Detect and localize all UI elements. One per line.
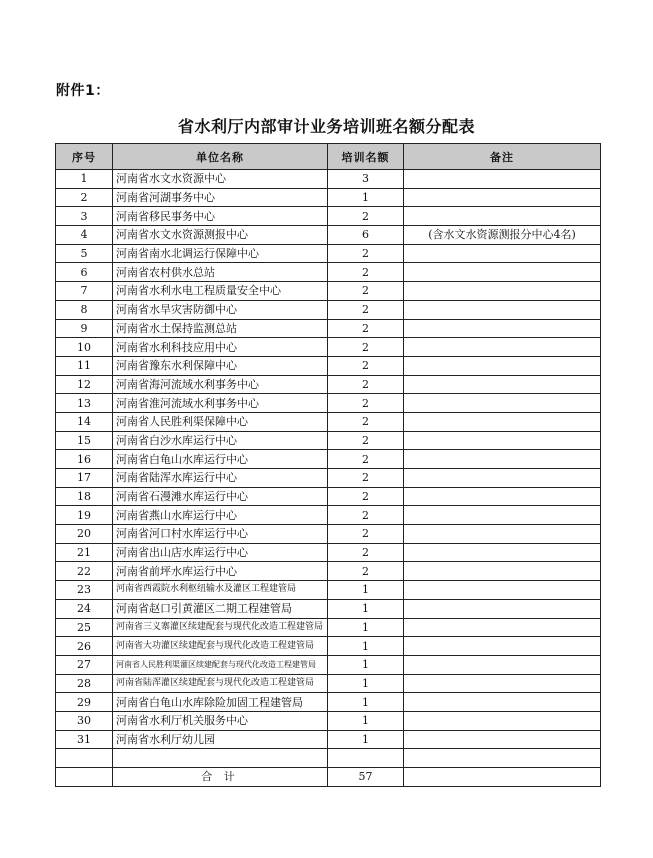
row-unit-name: 河南省白龟山水库运行中心 xyxy=(113,450,328,469)
table-row xyxy=(56,356,601,375)
row-unit-name: 河南省水文水资源中心 xyxy=(113,170,328,189)
table-row xyxy=(56,450,601,469)
table-row xyxy=(56,562,601,581)
row-quota: 2 xyxy=(328,487,404,506)
row-no: 25 xyxy=(56,618,113,637)
row-quota: 2 xyxy=(328,431,404,450)
blank-cell xyxy=(56,749,113,768)
row-remark xyxy=(404,730,601,749)
row-unit-name: 河南省燕山水库运行中心 xyxy=(113,506,328,525)
table-row xyxy=(56,711,601,730)
row-quota: 2 xyxy=(328,356,404,375)
header-quota: 培训名额 xyxy=(328,144,404,170)
row-quota: 1 xyxy=(328,730,404,749)
row-no: 6 xyxy=(56,263,113,282)
row-unit-name: 河南省河湖事务中心 xyxy=(113,188,328,207)
row-remark xyxy=(404,543,601,562)
row-quota: 2 xyxy=(328,207,404,226)
row-remark xyxy=(404,431,601,450)
row-remark xyxy=(404,525,601,544)
blank-cell xyxy=(404,749,601,768)
row-unit-name: 河南省陆浑水库运行中心 xyxy=(113,469,328,488)
row-unit-name: 河南省水利厅机关服务中心 xyxy=(113,711,328,730)
table-row xyxy=(56,599,601,618)
row-quota: 1 xyxy=(328,674,404,693)
row-quota: 2 xyxy=(328,319,404,338)
row-quota: 2 xyxy=(328,244,404,263)
total-label: 合 计 xyxy=(113,768,328,787)
row-no: 9 xyxy=(56,319,113,338)
row-no: 21 xyxy=(56,543,113,562)
row-quota: 2 xyxy=(328,394,404,413)
table-row xyxy=(56,282,601,301)
row-quota: 2 xyxy=(328,263,404,282)
row-remark xyxy=(404,487,601,506)
row-unit-name: 河南省西霞院水利枢纽输水及灌区工程建管局 xyxy=(113,581,328,600)
row-no: 20 xyxy=(56,525,113,544)
row-unit-name: 河南省淮河流域水利事务中心 xyxy=(113,394,328,413)
row-remark xyxy=(404,618,601,637)
row-unit-name: 河南省水旱灾害防御中心 xyxy=(113,300,328,319)
row-remark xyxy=(404,300,601,319)
table-row xyxy=(56,431,601,450)
row-no: 3 xyxy=(56,207,113,226)
row-unit-name: 河南省出山店水库运行中心 xyxy=(113,543,328,562)
row-no: 15 xyxy=(56,431,113,450)
row-remark xyxy=(404,469,601,488)
row-quota: 2 xyxy=(328,412,404,431)
table-body xyxy=(56,170,601,749)
table-row xyxy=(56,655,601,674)
row-remark xyxy=(404,674,601,693)
row-unit-name: 河南省石漫滩水库运行中心 xyxy=(113,487,328,506)
row-quota: 1 xyxy=(328,581,404,600)
row-no: 16 xyxy=(56,450,113,469)
table-row xyxy=(56,674,601,693)
row-quota: 3 xyxy=(328,170,404,189)
row-remark xyxy=(404,244,601,263)
table-row xyxy=(56,170,601,189)
table-row xyxy=(56,226,601,245)
row-no: 30 xyxy=(56,711,113,730)
blank-cell xyxy=(113,749,328,768)
row-no: 4 xyxy=(56,226,113,245)
table-row xyxy=(56,263,601,282)
row-unit-name: 河南省水利水电工程质量安全中心 xyxy=(113,282,328,301)
row-remark xyxy=(404,412,601,431)
table-row xyxy=(56,730,601,749)
row-unit-name: 河南省人民胜利渠保障中心 xyxy=(113,412,328,431)
row-quota: 2 xyxy=(328,562,404,581)
row-unit-name: 河南省南水北调运行保障中心 xyxy=(113,244,328,263)
row-remark xyxy=(404,319,601,338)
row-remark xyxy=(404,170,601,189)
total-value: 57 xyxy=(328,768,404,787)
row-unit-name: 河南省白龟山水库除险加固工程建管局 xyxy=(113,693,328,712)
table-row xyxy=(56,394,601,413)
table-row xyxy=(56,506,601,525)
table-row xyxy=(56,300,601,319)
row-no: 31 xyxy=(56,730,113,749)
row-quota: 1 xyxy=(328,655,404,674)
row-unit-name: 河南省白沙水库运行中心 xyxy=(113,431,328,450)
row-quota: 1 xyxy=(328,188,404,207)
row-quota: 2 xyxy=(328,300,404,319)
row-remark xyxy=(404,693,601,712)
total-remark-cell xyxy=(404,768,601,787)
row-remark xyxy=(404,450,601,469)
header-remark: 备注 xyxy=(404,144,601,170)
blank-row xyxy=(56,749,601,768)
row-unit-name: 河南省人民胜利渠灌区续建配套与现代化改造工程建管局 xyxy=(113,655,328,674)
row-remark xyxy=(404,338,601,357)
row-no: 7 xyxy=(56,282,113,301)
row-unit-name: 河南省水文水资源测报中心 xyxy=(113,226,328,245)
table-row xyxy=(56,487,601,506)
row-quota: 1 xyxy=(328,637,404,656)
row-quota: 2 xyxy=(328,525,404,544)
table-row xyxy=(56,543,601,562)
row-remark xyxy=(404,581,601,600)
row-quota: 1 xyxy=(328,693,404,712)
row-no: 29 xyxy=(56,693,113,712)
table-row xyxy=(56,637,601,656)
header-no: 序号 xyxy=(56,144,113,170)
row-unit-name: 河南省水利厅幼儿园 xyxy=(113,730,328,749)
row-remark xyxy=(404,375,601,394)
table-row xyxy=(56,618,601,637)
row-unit-name: 河南省河口村水库运行中心 xyxy=(113,525,328,544)
table-row xyxy=(56,207,601,226)
row-remark xyxy=(404,394,601,413)
attachment-label: 附件1： xyxy=(56,83,110,99)
row-no: 17 xyxy=(56,469,113,488)
table-row xyxy=(56,469,601,488)
table-row xyxy=(56,338,601,357)
row-no: 27 xyxy=(56,655,113,674)
row-quota: 1 xyxy=(328,599,404,618)
table-row xyxy=(56,581,601,600)
row-remark xyxy=(404,506,601,525)
row-no: 14 xyxy=(56,412,113,431)
row-remark xyxy=(404,207,601,226)
header-unit: 单位名称 xyxy=(113,144,328,170)
row-no: 22 xyxy=(56,562,113,581)
row-unit-name: 河南省三义寨灌区续建配套与现代化改造工程建管局 xyxy=(113,618,328,637)
row-remark xyxy=(404,282,601,301)
row-remark xyxy=(404,655,601,674)
row-remark xyxy=(404,188,601,207)
row-quota: 2 xyxy=(328,450,404,469)
row-remark xyxy=(404,562,601,581)
table-row xyxy=(56,525,601,544)
row-unit-name: 河南省大功灌区续建配套与现代化改造工程建管局 xyxy=(113,637,328,656)
row-remark xyxy=(404,711,601,730)
row-quota: 2 xyxy=(328,338,404,357)
row-no: 1 xyxy=(56,170,113,189)
row-no: 12 xyxy=(56,375,113,394)
row-unit-name: 河南省陆浑灌区续建配套与现代化改造工程建管局 xyxy=(113,674,328,693)
table-row xyxy=(56,319,601,338)
row-quota: 2 xyxy=(328,282,404,301)
total-row xyxy=(56,768,601,787)
row-unit-name: 河南省移民事务中心 xyxy=(113,207,328,226)
row-no: 10 xyxy=(56,338,113,357)
table-row xyxy=(56,693,601,712)
row-unit-name: 河南省水利科技应用中心 xyxy=(113,338,328,357)
row-no: 23 xyxy=(56,581,113,600)
row-unit-name: 河南省豫东水利保障中心 xyxy=(113,356,328,375)
row-no: 19 xyxy=(56,506,113,525)
row-quota: 2 xyxy=(328,543,404,562)
table-row xyxy=(56,244,601,263)
row-quota: 2 xyxy=(328,469,404,488)
row-quota: 6 xyxy=(328,226,404,245)
table-row xyxy=(56,375,601,394)
row-no: 5 xyxy=(56,244,113,263)
row-unit-name: 河南省赵口引黄灌区二期工程建管局 xyxy=(113,599,328,618)
row-no: 2 xyxy=(56,188,113,207)
row-no: 18 xyxy=(56,487,113,506)
row-quota: 2 xyxy=(328,506,404,525)
document-title: 省水利厅内部审计业务培训班名额分配表 xyxy=(177,117,475,136)
table-header-row xyxy=(56,144,601,170)
row-remark xyxy=(404,637,601,656)
row-remark xyxy=(404,356,601,375)
row-quota: 1 xyxy=(328,711,404,730)
row-no: 24 xyxy=(56,599,113,618)
row-no: 28 xyxy=(56,674,113,693)
row-no: 8 xyxy=(56,300,113,319)
row-unit-name: 河南省水土保持监测总站 xyxy=(113,319,328,338)
table-row xyxy=(56,188,601,207)
quota-allocation-table xyxy=(55,143,601,787)
blank-cell xyxy=(328,749,404,768)
row-quota: 1 xyxy=(328,618,404,637)
row-quota: 2 xyxy=(328,375,404,394)
row-remark: (含水文水资源测报分中心4名) xyxy=(404,226,601,245)
row-unit-name: 河南省农村供水总站 xyxy=(113,263,328,282)
total-empty-cell xyxy=(56,768,113,787)
row-remark xyxy=(404,599,601,618)
row-unit-name: 河南省前坪水库运行中心 xyxy=(113,562,328,581)
row-no: 11 xyxy=(56,356,113,375)
row-no: 13 xyxy=(56,394,113,413)
row-unit-name: 河南省海河流域水利事务中心 xyxy=(113,375,328,394)
table-row xyxy=(56,412,601,431)
row-no: 26 xyxy=(56,637,113,656)
row-remark xyxy=(404,263,601,282)
